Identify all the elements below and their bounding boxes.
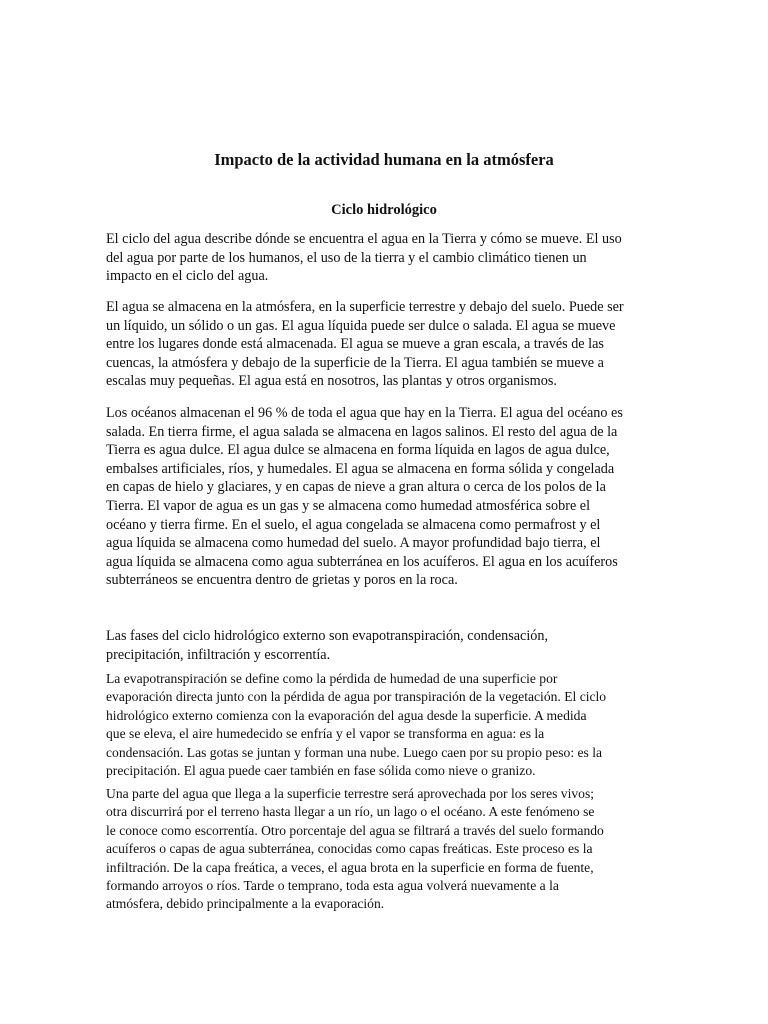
text-line: El ciclo del agua describe dónde se encuentra el agua en la Tierra y cómo se mueve. El uso: [106, 231, 622, 247]
text-line: formando arroyos o ríos. Tarde o temprano, toda esta agua volverá nuevamente a la: [106, 878, 559, 894]
text-line: del agua por parte de los humanos, el uso de la tierra y el cambio climático tienen un: [106, 249, 587, 266]
paragraph-1: [106, 230, 666, 286]
text-line: Tierra. El vapor de agua es un gas y se almacena como humedad atmosférica sobre el: [106, 497, 591, 514]
paragraph-3: [106, 404, 666, 590]
text-line: océano y tierra firme. En el suelo, el agua congelada se almacena como permafrost y el: [106, 516, 601, 533]
text-line: condensación. Las gotas se juntan y forman una nube. Luego caen por su propio peso: es la: [106, 744, 603, 760]
paragraph-6: [106, 785, 666, 914]
paragraph-2: [106, 298, 666, 391]
document-title: Impacto de la actividad humana en la atmósfera: [214, 150, 554, 169]
text-line: El agua se almacena en la atmósfera, en la superficie terrestre y debajo del suelo. Puede ser: [106, 299, 624, 315]
text-line: que se eleva, el aire humedecido se enfría y el vapor se transforma en agua: es la: [106, 726, 545, 742]
text-line: agua líquida se almacena como humedad del suelo. A mayor profundidad bajo tierra, el: [106, 535, 601, 552]
text-line: le conoce como escorrentía. Otro porcentaje del agua se filtrará a través del suelo formando: [106, 822, 604, 838]
text-line: otra discurrirá por el terreno hasta llegar a un río, un lago o el océano. A este fenómeno se: [106, 804, 595, 820]
paragraph-5: [106, 670, 666, 780]
text-line: Los océanos almacenan el 96 % de toda el agua que hay en la Tierra. El agua del océano es: [106, 405, 623, 421]
text-line: Una parte del agua que llega a la superficie terrestre será aprovechada por los seres vivos;: [106, 786, 595, 801]
paragraph-4: [106, 627, 666, 664]
text-line: cuencas, la atmósfera y debajo de la superficie de la Tierra. El agua también se mueve a: [106, 354, 604, 371]
text-line: acuíferos o capas de agua subterránea, conocidas como capas freáticas. Este proceso es la: [106, 841, 593, 857]
text-line: agua líquida se almacena como agua subterránea en los acuíferos. El agua en los acuíferos: [106, 553, 618, 570]
text-line: impacto en el ciclo del agua.: [106, 268, 269, 285]
text-line: precipitación. El agua puede caer también en fase sólida como nieve o granizo.: [106, 763, 536, 779]
text-line: evaporación directa junto con la pérdida de agua por transpiración de la vegetación. El ciclo: [106, 689, 607, 705]
text-line: en capas de hielo y glaciares, y en capas de nieve a gran altura o cerca de los polos de la: [106, 479, 606, 496]
text-line: atmósfera, debido principalmente a la evaporación.: [106, 896, 385, 912]
text-line: Tierra es agua dulce. El agua dulce se almacena en forma líquida en lagos de agua dulce,: [106, 442, 610, 459]
text-line: escalas muy pequeñas. El agua está en nosotros, las plantas y otros organismos.: [106, 373, 557, 390]
text-line: un líquido, un sólido o un gas. El agua líquida puede ser dulce o salada. El agua se mueve: [106, 317, 616, 334]
text-line: salada. En tierra firme, el agua salada se almacena en lagos salinos. El resto del agua de la: [106, 423, 618, 440]
text-line: subterráneos se encuentra dentro de grietas y poros en la roca.: [106, 572, 458, 589]
text-line: embalses artificiales, ríos, y humedales. El agua se almacena en forma sólida y congelada: [106, 460, 615, 477]
text-line: Las fases del ciclo hidrológico externo son evapotranspiración, condensación,: [106, 628, 549, 644]
text-line: entre los lugares donde está almacenada. El agua se mueve a gran escala, a través de las: [106, 336, 604, 353]
text-line: La evapotranspiración se define como la pérdida de humedad de una superficie por: [106, 671, 558, 686]
text-line: precipitación, infiltración y escorrentía.: [106, 646, 331, 663]
section-heading: Ciclo hidrológico: [331, 202, 437, 218]
text-line: hidrológico externo comienza con la evaporación del agua desde la superficie. A medida: [106, 707, 587, 723]
text-line: infiltración. De la capa freática, a veces, el agua brota en la superficie en forma de fuente,: [106, 859, 594, 875]
